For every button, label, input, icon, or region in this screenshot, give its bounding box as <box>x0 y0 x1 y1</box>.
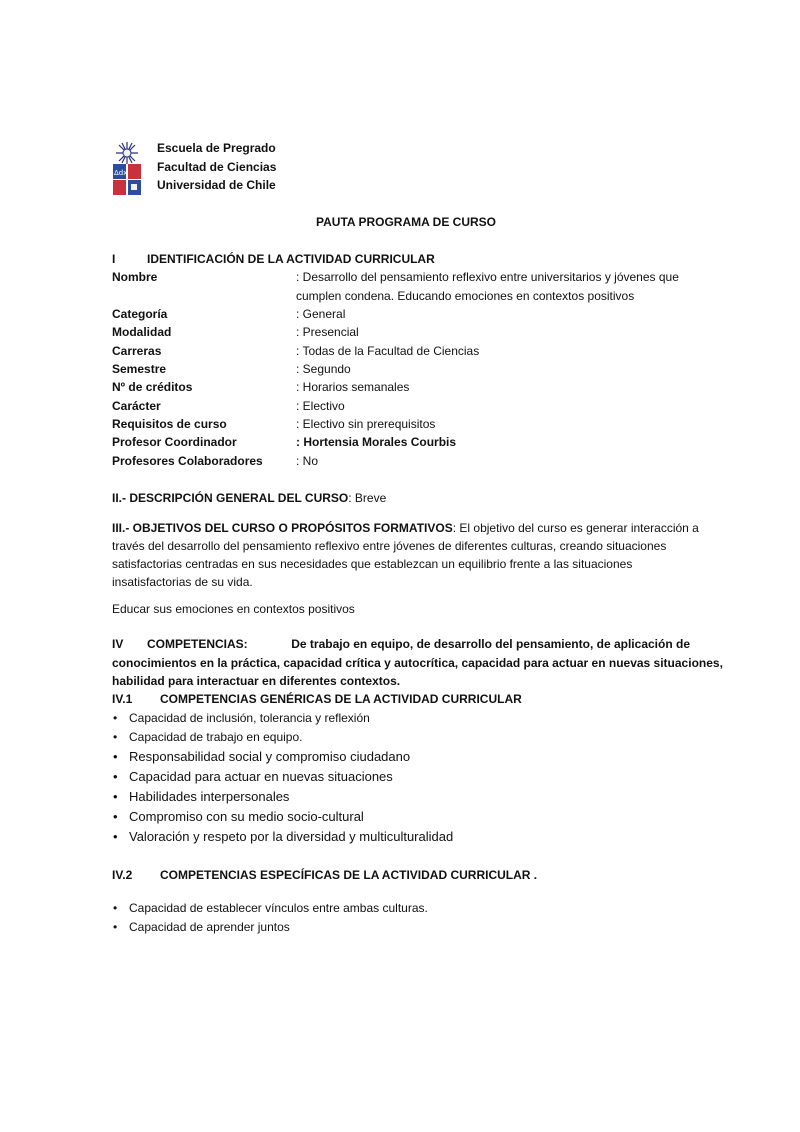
list-item: • Capacidad de aprender juntos <box>113 920 290 934</box>
section4-text-2: conocimientos en la práctica, capacidad crítica y autocrítica, capacidad para actuar en nuevas situaciones, <box>112 656 723 670</box>
label-categoria: Categoría <box>112 307 168 321</box>
list-item: • Responsabilidad social y compromiso ciudadano <box>113 749 411 764</box>
section4-number: IV <box>112 637 124 651</box>
value-modalidad: : Presencial <box>296 325 359 339</box>
label-requisitos: Requisitos de curso <box>112 417 227 431</box>
university-logo-icon <box>110 140 144 198</box>
page-title: PAUTA PROGRAMA DE CURSO <box>316 215 496 229</box>
value-carreras: : Todas de la Facultad de Ciencias <box>296 344 480 358</box>
section2-text: : Breve <box>348 491 387 505</box>
section1-number: I <box>112 252 116 266</box>
label-caracter: Carácter <box>112 399 161 413</box>
section2 <box>112 491 386 505</box>
value-nombre-cont: cumplen condena. Educando emociones en contextos positivos <box>296 289 635 303</box>
section2-heading: II.- DESCRIPCIÓN GENERAL DEL CURSO <box>112 491 349 505</box>
label-nombre: Nombre <box>112 270 158 284</box>
label-semestre: Semestre <box>112 362 167 376</box>
list-item: • Capacidad para actuar en nuevas situaciones <box>113 769 393 784</box>
bullet-icon: • <box>113 749 118 764</box>
section3-text-2: través del desarrollo del pensamiento reflexivo entre jóvenes de diferentes culturas, creando situaciones <box>112 539 667 553</box>
value-creditos: : Horarios semanales <box>296 380 410 394</box>
label-profesor-coordinador: Profesor Coordinador <box>112 435 237 449</box>
label-carreras: Carreras <box>112 344 162 358</box>
list-item: • Compromiso con su medio socio-cultural <box>113 809 364 824</box>
value-nombre: : Desarrollo del pensamiento reflexivo entre universitarios y jóvenes que <box>296 270 679 284</box>
bullet-icon: • <box>113 789 118 804</box>
section42-number: IV.2 <box>112 868 133 882</box>
university-name: Universidad de Chile <box>157 178 276 192</box>
bullet-icon: • <box>113 809 118 824</box>
logo-text: Δdx <box>114 169 128 177</box>
bullet-icon: • <box>113 901 118 915</box>
section4-text-1: De trabajo en equipo, de desarrollo del pensamiento, de aplicación de <box>291 637 690 651</box>
value-semestre: : Segundo <box>296 362 351 376</box>
section41-number: IV.1 <box>112 692 133 706</box>
label-profesores-colaboradores: Profesores Colaboradores <box>112 454 263 468</box>
section4-text-3: habilidad para interactuar en diferentes contextos. <box>112 674 401 688</box>
bullet-icon: • <box>113 711 118 725</box>
section3-text-1: : El objetivo del curso es generar interacción a <box>452 521 699 535</box>
section3-text-4: insatisfactorias de su vida. <box>112 575 253 589</box>
list-item: • Habilidades interpersonales <box>113 789 290 804</box>
faculty-name: Facultad de Ciencias <box>157 160 277 174</box>
section3-heading: III.- OBJETIVOS DEL CURSO O PROPÓSITOS FORMATIVOS <box>112 521 453 535</box>
label-modalidad: Modalidad <box>112 325 172 339</box>
list-item: • Capacidad de inclusión, tolerancia y reflexión <box>113 711 370 725</box>
section3-line1 <box>112 521 699 535</box>
label-creditos: Nº de créditos <box>112 380 193 394</box>
section3-text-3: satisfactorias centradas en sus necesidades que establezcan un equilibrio frente a las situaciones <box>112 557 633 571</box>
section42-heading: COMPETENCIAS ESPECÍFICAS DE LA ACTIVIDAD CURRICULAR . <box>160 868 538 882</box>
bullet-icon: • <box>113 769 118 784</box>
bullet-icon: • <box>113 920 118 934</box>
section4-heading: COMPETENCIAS: <box>147 637 248 651</box>
value-profesores-colaboradores: : No <box>296 454 319 468</box>
value-categoria: : General <box>296 307 346 321</box>
section41-heading: COMPETENCIAS GENÉRICAS DE LA ACTIVIDAD CURRICULAR <box>160 692 522 706</box>
value-caracter: : Electivo <box>296 399 345 413</box>
list-item: • Capacidad de establecer vínculos entre ambas culturas. <box>113 901 428 915</box>
list-item: • Valoración y respeto por la diversidad y multiculturalidad <box>113 829 454 844</box>
section1-heading: IDENTIFICACIÓN DE LA ACTIVIDAD CURRICULAR <box>147 252 435 266</box>
school-name: Escuela de Pregrado <box>157 141 276 155</box>
bullet-icon: • <box>113 730 118 744</box>
value-requisitos: : Electivo sin prerequisitos <box>296 417 436 431</box>
list-item: • Capacidad de trabajo en equipo. <box>113 730 303 744</box>
section3-extra: Educar sus emociones en contextos positivos <box>112 602 355 616</box>
university-logo <box>110 140 144 198</box>
value-profesor-coordinador: : Hortensia Morales Courbis <box>296 435 457 449</box>
bullet-icon: • <box>113 829 118 844</box>
